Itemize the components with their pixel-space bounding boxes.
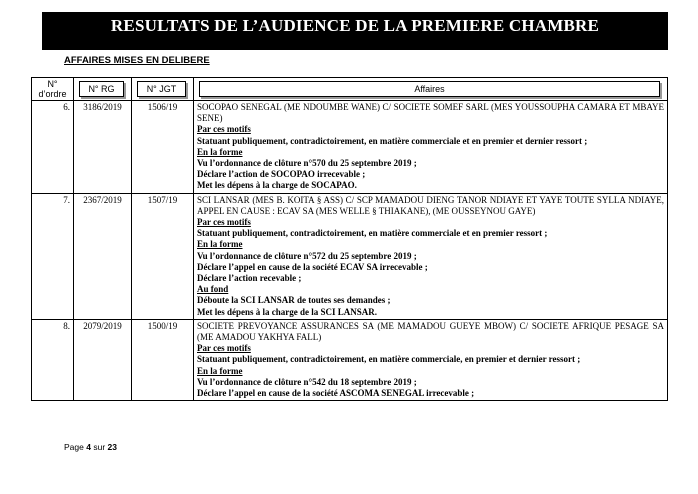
affaire-decision-line: Vu l’ordonnance de clôture n°572 du 25 septembre 2019 ; (197, 250, 417, 261)
row-rg-number: 3186/2019 (74, 101, 132, 194)
row-jgt-number: 1506/19 (132, 101, 194, 194)
header-order-line2: d’ordre (38, 89, 67, 99)
row-rg-number: 2079/2019 (74, 319, 132, 400)
affaire-subheading: Au fond (197, 284, 229, 295)
page-footer (64, 442, 117, 452)
affaire-subheading: Par ces motifs (197, 217, 251, 228)
affaire-subheading: Par ces motifs (197, 124, 251, 135)
header-affaires-label: Affaires (199, 81, 660, 97)
affaire-decision-line: Déclare l’appel en cause de la société ECAV SA irrecevable ; (197, 261, 428, 272)
row-order-number: 8. (32, 319, 74, 400)
header-rg (74, 78, 132, 101)
footer-current-page: 4 (86, 442, 91, 452)
affaire-subheading: En la forme (197, 146, 243, 157)
row-jgt-number: 1507/19 (132, 193, 194, 319)
row-jgt-number: 1500/19 (132, 319, 194, 400)
affaire-subheading: En la forme (197, 239, 243, 250)
header-jgt-label: N° JGT (137, 81, 186, 97)
header-order (32, 78, 74, 101)
header-order-line1: N° (47, 79, 58, 89)
table-body (32, 101, 668, 401)
affaire-decision-line: Vu l’ordonnance de clôture n°542 du 18 septembre 2019 ; (197, 376, 417, 387)
row-affaire-text (194, 319, 668, 400)
table-row (32, 101, 668, 194)
row-affaire-text (194, 193, 668, 319)
affaires-table (31, 77, 668, 401)
affaire-decision-line: Vu l’ordonnance de clôture n°570 du 25 septembre 2019 ; (197, 158, 417, 169)
footer-separator: sur (93, 442, 106, 452)
footer-total-pages: 23 (107, 442, 117, 452)
row-affaire-text (194, 101, 668, 194)
affaire-subheading: Par ces motifs (197, 343, 251, 354)
header-rg-label: N° RG (79, 81, 124, 97)
header-affaires (194, 78, 668, 101)
affaire-decision-line: Déclare l’action de SOCOPAO irrecevable ; (197, 169, 366, 180)
affaire-parties: SOCIETE PREVOYANCE ASSURANCES SA (ME MAMADOU GUEYE MBOW) C/ SOCIETE AFRIQUE PESAGE SA (ME AMADOU YAKHYA FALL) (197, 320, 664, 343)
affaire-decision-line: Met les dépens à la charge de SOCAPAO. (197, 180, 357, 191)
section-title: AFFAIRES MISES EN DELIBERE (64, 55, 210, 66)
header-jgt (132, 78, 194, 101)
affaire-parties: SCI LANSAR (MES B. KOITA § ASS) C/ SCP MAMADOU DIENG TANOR NDIAYE ET YAYE TOUTE SYLLA NDIAYE, APPEL EN CAUSE : ECAV SA (MES WELLE § THIAKANE), (ME OUSSEYNOU GAYE) (197, 194, 664, 216)
row-order-number: 6. (32, 101, 74, 194)
affaire-decision-line: Déboute la SCI LANSAR de toutes ses demandes ; (197, 295, 391, 306)
affaire-subheading: En la forme (197, 365, 243, 376)
footer-prefix: Page (64, 442, 84, 452)
affaire-parties: SOCOPAO SENEGAL (ME NDOUMBE WANE) C/ SOCIETE SOMEF SARL (MES YOUSSOUPHA CAMARA ET MBAYE SENE) (197, 102, 664, 124)
affaire-decision-line: Déclare l’action recevable ; (197, 273, 302, 284)
affaire-decision-line: Statuant publiquement, contradictoirement, en matière commerciale, en premier et dernier ressort ; (197, 354, 581, 365)
table-row (32, 193, 668, 319)
affaire-decision-line: Déclare l’appel en cause de la société ASCOMA SENEGAL irrecevable ; (197, 388, 475, 399)
table-header-row (32, 78, 668, 101)
row-rg-number: 2367/2019 (74, 193, 132, 319)
affaire-decision-line: Statuant publiquement, contradictoirement, en matière commerciale et en premier ressort ; (197, 228, 548, 239)
row-order-number: 7. (32, 193, 74, 319)
page-banner: RESULTATS DE L’AUDIENCE DE LA PREMIERE CHAMBRE (42, 12, 668, 50)
affaire-decision-line: Met les dépens à la charge de la SCI LANSAR. (197, 306, 377, 317)
table-row (32, 319, 668, 400)
affaire-decision-line: Statuant publiquement, contradictoirement, en matière commerciale et en premier et dernier ressort ; (197, 135, 588, 146)
